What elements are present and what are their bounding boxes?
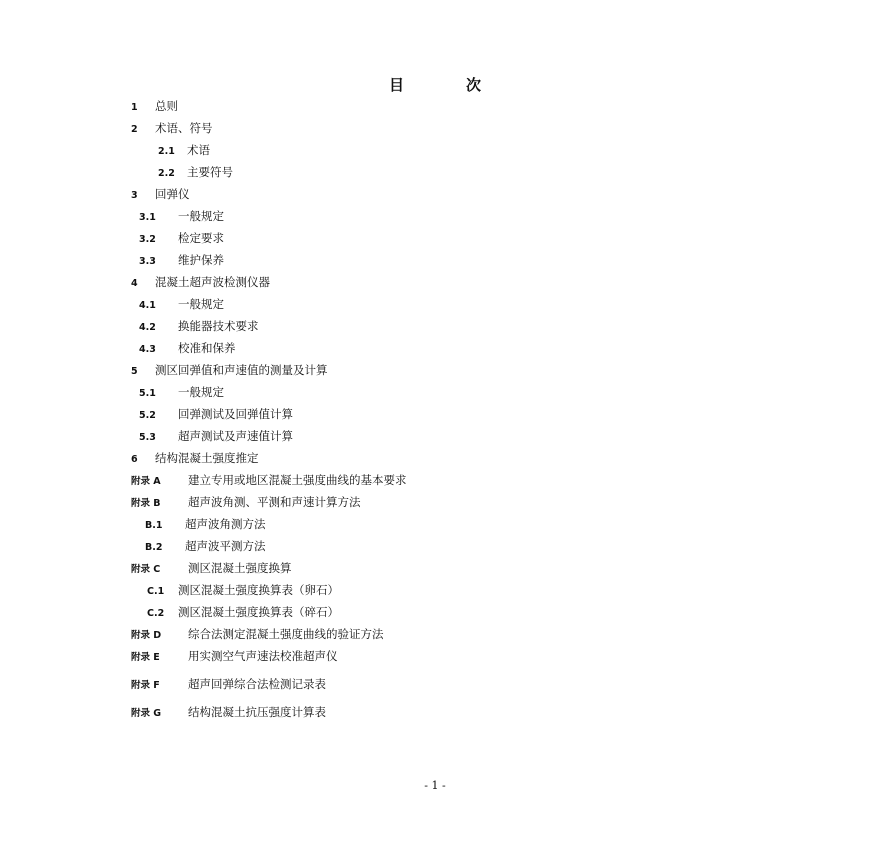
toc-entry-label: 结构混凝土抗压强度计算表 bbox=[188, 705, 326, 719]
toc-entry-number: 4.1 bbox=[139, 300, 156, 311]
toc-entry-1[interactable] bbox=[131, 99, 178, 115]
toc-entry-5-2[interactable] bbox=[139, 407, 293, 423]
toc-entry-3-1[interactable] bbox=[139, 209, 224, 225]
toc-entry-label: 检定要求 bbox=[178, 231, 224, 245]
toc-entry-c-2[interactable] bbox=[147, 605, 339, 621]
toc-entry-number: B.1 bbox=[145, 520, 163, 531]
toc-entry-appendix-d[interactable] bbox=[131, 627, 384, 643]
toc-entry-5[interactable] bbox=[131, 363, 328, 379]
toc-entry-label: 维护保养 bbox=[178, 253, 224, 267]
toc-entry-b-2[interactable] bbox=[145, 539, 266, 555]
toc-entry-label: 术语、符号 bbox=[155, 121, 213, 135]
toc-entry-label: 测区混凝土强度换算表（卵石） bbox=[178, 583, 339, 597]
toc-entry-number: 2 bbox=[131, 124, 138, 135]
toc-entry-number: C.2 bbox=[147, 608, 165, 619]
toc-entry-number: 附录 E bbox=[131, 652, 160, 663]
toc-entry-number: 3.3 bbox=[139, 256, 156, 267]
toc-entry-number: 4 bbox=[131, 278, 138, 289]
toc-entry-4-3[interactable] bbox=[139, 341, 236, 357]
toc-entry-number: 2.2 bbox=[158, 168, 175, 179]
toc-entry-number: 2.1 bbox=[158, 146, 175, 157]
toc-entry-number: C.1 bbox=[147, 586, 165, 597]
toc-entry-number: 1 bbox=[131, 102, 138, 113]
toc-entry-label: 建立专用或地区混凝土强度曲线的基本要求 bbox=[188, 473, 407, 487]
toc-entry-number: B.2 bbox=[145, 542, 163, 553]
toc-entry-number: 5.2 bbox=[139, 410, 156, 421]
toc-entry-label: 一般规定 bbox=[178, 209, 224, 223]
toc-entry-number: 附录 B bbox=[131, 498, 161, 509]
toc-entry-label: 回弹测试及回弹值计算 bbox=[178, 407, 293, 421]
toc-entry-number: 附录 F bbox=[131, 680, 160, 691]
toc-entry-number: 4.2 bbox=[139, 322, 156, 333]
toc-title-char-2: 次 bbox=[466, 76, 482, 94]
toc-entry-label: 超声波角测、平测和声速计算方法 bbox=[188, 495, 361, 509]
toc-entry-appendix-a[interactable] bbox=[131, 473, 407, 489]
toc-entry-label: 术语 bbox=[187, 143, 210, 157]
toc-entry-label: 测区回弹值和声速值的测量及计算 bbox=[155, 363, 328, 377]
toc-entry-3-3[interactable] bbox=[139, 253, 224, 269]
toc-entry-number: 5.1 bbox=[139, 388, 156, 399]
toc-entry-3[interactable] bbox=[131, 187, 190, 203]
toc-entry-3-2[interactable] bbox=[139, 231, 224, 247]
toc-title-char-1: 目 bbox=[388, 76, 404, 94]
toc-entry-appendix-c[interactable] bbox=[131, 561, 292, 577]
toc-entry-number: 附录 G bbox=[131, 708, 162, 719]
toc-entry-number: 附录 C bbox=[131, 564, 161, 575]
toc-entry-2[interactable] bbox=[131, 121, 213, 137]
toc-entry-label: 一般规定 bbox=[178, 297, 224, 311]
toc-entry-label: 超声回弹综合法检测记录表 bbox=[188, 677, 326, 691]
toc-entry-label: 校准和保养 bbox=[178, 341, 236, 355]
toc-entry-appendix-g[interactable] bbox=[131, 705, 326, 721]
toc-entry-b-1[interactable] bbox=[145, 517, 266, 533]
toc-entry-label: 综合法测定混凝土强度曲线的验证方法 bbox=[188, 627, 384, 641]
toc-entry-number: 附录 A bbox=[131, 476, 161, 487]
toc-entry-4-1[interactable] bbox=[139, 297, 224, 313]
toc-entry-number: 3.1 bbox=[139, 212, 156, 223]
toc-entry-number: 5.3 bbox=[139, 432, 156, 443]
toc-entry-number: 3 bbox=[131, 190, 138, 201]
toc-entry-label: 混凝土超声波检测仪器 bbox=[155, 275, 270, 289]
toc-entry-2-2[interactable] bbox=[158, 165, 233, 181]
toc-entry-6[interactable] bbox=[131, 451, 259, 467]
toc-entry-label: 主要符号 bbox=[187, 165, 233, 179]
toc-entry-number: 3.2 bbox=[139, 234, 156, 245]
toc-entry-number: 4.3 bbox=[139, 344, 156, 355]
toc-entry-4[interactable] bbox=[131, 275, 270, 291]
toc-entry-number: 附录 D bbox=[131, 630, 162, 641]
toc-entry-label: 测区混凝土强度换算 bbox=[188, 561, 292, 575]
toc-entry-label: 超声波角测方法 bbox=[185, 517, 266, 531]
toc-entry-appendix-f[interactable] bbox=[131, 677, 326, 693]
toc-entry-number: 5 bbox=[131, 366, 138, 377]
toc-entry-2-1[interactable] bbox=[158, 143, 210, 159]
toc-entry-label: 超声波平测方法 bbox=[185, 539, 266, 553]
toc-entry-appendix-e[interactable] bbox=[131, 649, 338, 665]
toc-entry-label: 换能器技术要求 bbox=[178, 319, 259, 333]
toc-entry-number: 6 bbox=[131, 454, 138, 465]
toc-entry-label: 超声测试及声速值计算 bbox=[178, 429, 293, 443]
toc-entry-label: 回弹仪 bbox=[155, 187, 190, 201]
toc-entry-label: 测区混凝土强度换算表（碎石） bbox=[178, 605, 339, 619]
toc-entry-label: 总则 bbox=[155, 99, 178, 113]
page-number: - 1 - bbox=[424, 779, 446, 792]
toc-entry-appendix-b[interactable] bbox=[131, 495, 361, 511]
toc-entry-label: 一般规定 bbox=[178, 385, 224, 399]
toc-entry-4-2[interactable] bbox=[139, 319, 259, 335]
toc-entry-5-1[interactable] bbox=[139, 385, 224, 401]
toc-entry-label: 用实测空气声速法校准超声仪 bbox=[188, 649, 338, 663]
toc-entry-5-3[interactable] bbox=[139, 429, 293, 445]
toc-entry-c-1[interactable] bbox=[147, 583, 339, 599]
toc-entry-label: 结构混凝土强度推定 bbox=[155, 451, 259, 465]
